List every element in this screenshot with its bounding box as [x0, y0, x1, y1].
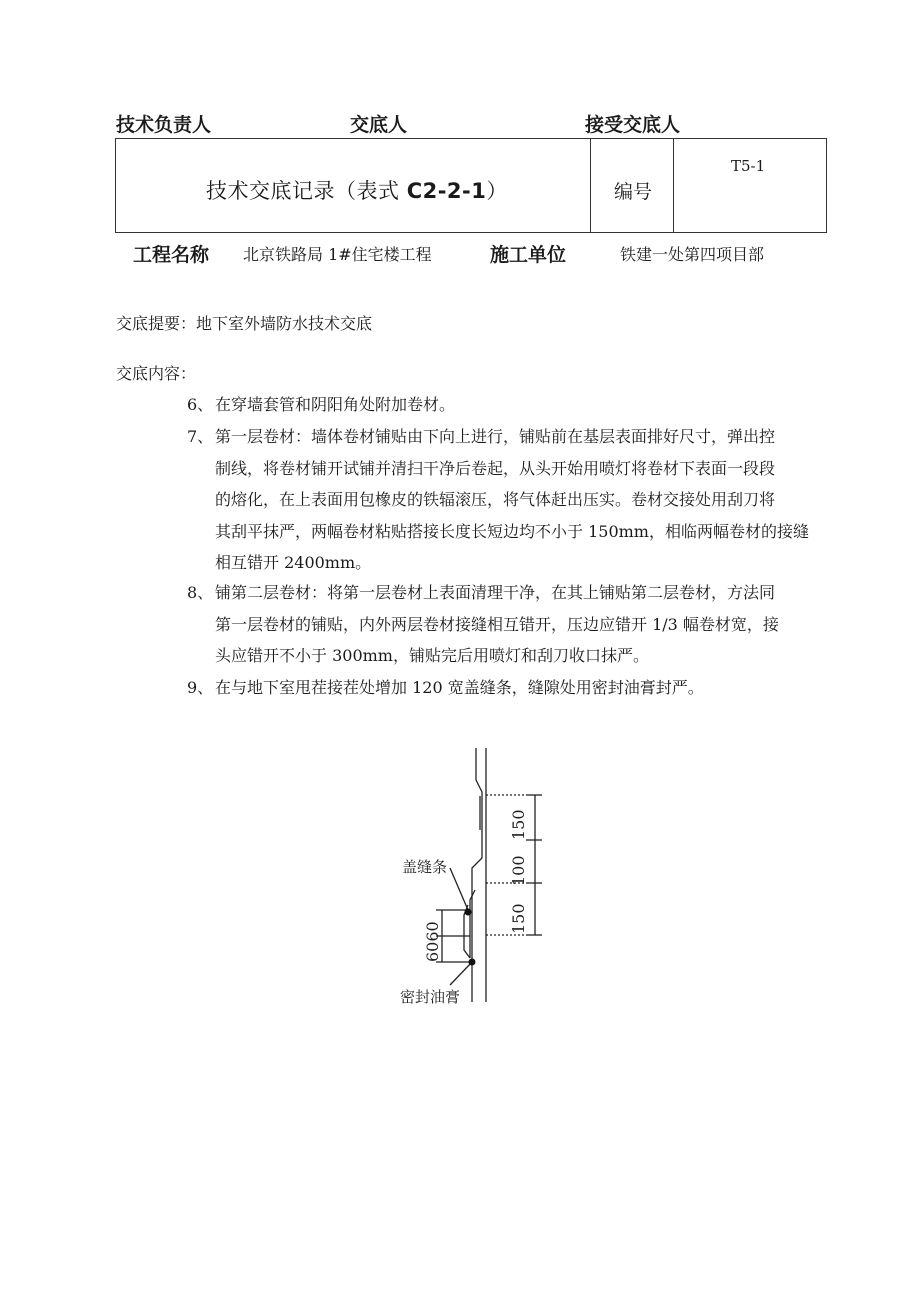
tech-lead-label: 技术负责人 [116, 114, 212, 136]
content-label: 交底内容： [116, 364, 197, 383]
project-name-label: 工程名称 [133, 244, 210, 266]
cover-strip-marker [465, 909, 472, 916]
header-table [115, 138, 827, 233]
sealant-marker [469, 959, 476, 966]
number-label: 编号 [614, 181, 653, 203]
item-7-text: 第一层卷材：墙体卷材铺贴由下向上进行，铺贴前在基层表面排好尺寸，弹出控 制线，将卷材铺开试铺并清扫干净后卷起，从头开始用喷灯将卷材下表面一段段 的熔化，在上表面用包橡皮的铁辐滚压，将气体赶出压实。卷材交接处用刮刀将 其刮平抹严，两幅卷材粘贴搭接长度长短边均不小于 150mm，相临两幅卷材的接缝 相互错开 2400mm。 [215, 427, 809, 572]
leader-line [450, 868, 468, 910]
cover-strip-label: 盖缝条 [402, 858, 448, 876]
leader-line [450, 962, 472, 985]
dimension-label: 100 [509, 855, 528, 886]
receiver-label: 接受交底人 [585, 114, 681, 136]
table-divider [673, 139, 674, 232]
dimension-label: 150 [509, 903, 528, 934]
summary: 交底提要：地下室外墙防水技术交底 [116, 314, 373, 333]
table-divider [590, 139, 591, 232]
item-number: 9、 [187, 678, 214, 697]
page-title: 技术交底记录（表式 C2-2-1） [206, 179, 508, 203]
item-number: 8、 [187, 583, 214, 602]
presenter-label: 交底人 [350, 114, 408, 136]
item-number: 6、 [187, 395, 214, 414]
item-line: 在与地下室甩茬接茬处增加 120 宽盖缝条，缝隙处用密封油膏封严。 [215, 678, 704, 697]
item-number: 7、 [187, 427, 214, 446]
dimension-label: 150 [509, 809, 528, 840]
sealant-label: 密封油膏 [400, 988, 461, 1006]
construction-unit-value: 铁建一处第四项目部 [620, 245, 765, 264]
number-value: T5-1 [731, 157, 766, 175]
dimension-label: 6060 [423, 921, 442, 962]
waterproofing-detail-diagram [380, 740, 580, 1010]
construction-unit-label: 施工单位 [490, 244, 567, 266]
item-8-text: 铺第二层卷材：将第一层卷材上表面清理干净，在其上铺贴第二层卷材，方法同 第一层卷材的铺贴，内外两层卷材接缝相互错开，压边应错开 1/3 幅卷材宽，接 头应错开不小于 300mm，铺贴完后用喷灯和刮刀收口抹严。 [215, 583, 779, 665]
item-line: 在穿墙套管和阴阳角处附加卷材。 [215, 395, 456, 414]
project-name-value: 北京铁路局 1#住宅楼工程 [243, 245, 432, 264]
